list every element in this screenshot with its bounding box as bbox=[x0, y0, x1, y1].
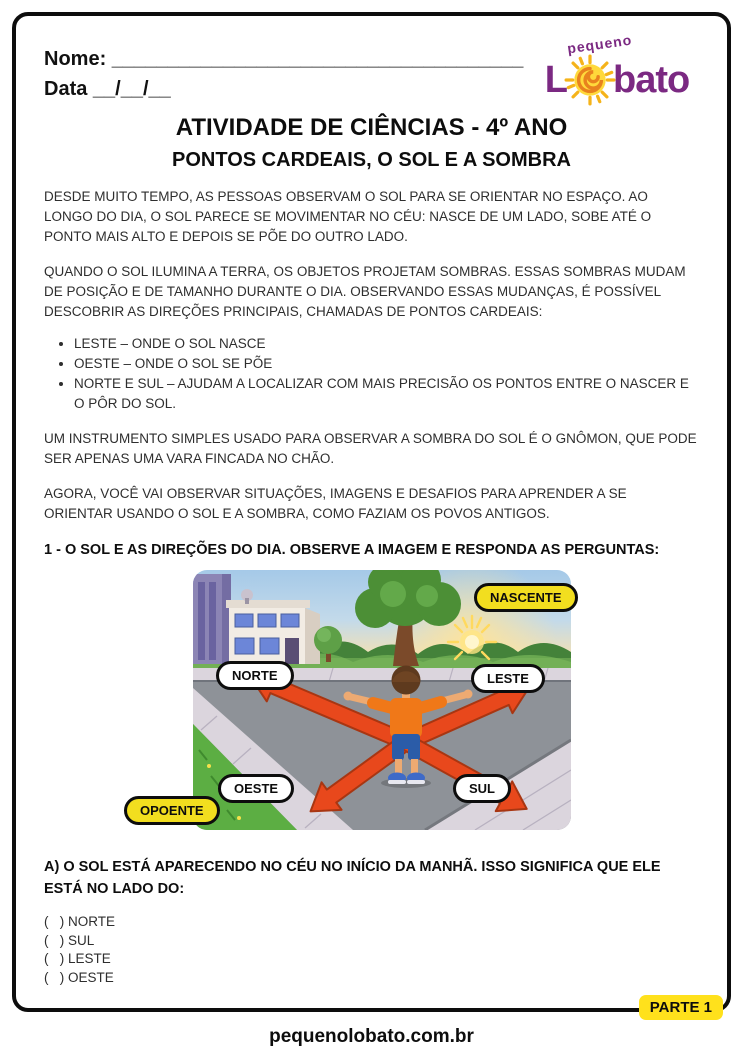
logo-row bbox=[539, 54, 695, 106]
label-nascente: NASCENTE bbox=[474, 583, 578, 612]
question-a-text: A) O SOL ESTÁ APARECENDO NO CÉU NO INÍCIO DA MANHÃ. ISSO SIGNIFICA QUE ELE ESTÁ NO LADO DO: bbox=[44, 859, 661, 897]
figure-area bbox=[44, 570, 699, 832]
intro-paragraph-2: QUANDO O SOL ILUMINA A TERRA, OS OBJETOS PROJETAM SOMBRAS. ESSAS SOMBRAS MUDAM DE POSIÇÃO E DE TAMANHO DURANTE O DIA. OBSERVANDO ESSAS MUDANÇAS, É POSSÍVEL DESCOBRIR AS DIREÇÕES PRINCIPAIS, CHAMADAS DE PONTOS CARDEAIS: bbox=[44, 264, 686, 319]
logo-word-bato: bato bbox=[613, 58, 690, 101]
sun-spiral-icon bbox=[564, 54, 616, 106]
label-sul: SUL bbox=[453, 774, 511, 803]
name-blank-line: _____________________________________ bbox=[111, 48, 524, 70]
label-leste: LESTE bbox=[471, 664, 545, 693]
date-field: Data __/__/__ bbox=[44, 78, 171, 100]
part-badge: PARTE 1 bbox=[639, 995, 723, 1020]
page-title: ATIVIDADE DE CIÊNCIAS - 4º ANO bbox=[175, 114, 568, 141]
website-footer: pequenolobato.com.br bbox=[269, 1026, 474, 1047]
question-1-heading: 1 - O SOL E AS DIREÇÕES DO DIA. OBSERVE A IMAGEM E RESPONDA AS PERGUNTAS: bbox=[44, 542, 660, 558]
header-fields bbox=[44, 36, 523, 104]
name-label: Nome: bbox=[44, 48, 107, 70]
name-field bbox=[44, 44, 523, 74]
list-item: • OESTE – ONDE O SOL SE PÕE bbox=[74, 354, 699, 374]
list-item: • NORTE E SUL – AJUDAM A LOCALIZAR COM MAIS PRECISÃO OS PONTOS ENTRE O NASCER E O PÔR DO SOL. bbox=[74, 374, 699, 414]
option-leste: ( ) LESTE bbox=[44, 951, 111, 966]
intro-paragraph-3: UM INSTRUMENTO SIMPLES USADO PARA OBSERVAR A SOMBRA DO SOL É O GNÔMON, QUE PODE SER APENAS UMA VARA FINCADA NO CHÃO. bbox=[44, 431, 697, 466]
page-subtitle: PONTOS CARDEAIS, O SOL E A SOMBRA bbox=[172, 149, 571, 171]
label-oeste: OESTE bbox=[218, 774, 294, 803]
answer-options bbox=[44, 913, 699, 987]
intro-paragraph-4: AGORA, VOCÊ VAI OBSERVAR SITUAÇÕES, IMAGENS E DESAFIOS PARA APRENDER A SE ORIENTAR USANDO O SOL E A SOMBRA, COMO FAZIAM OS POVOS ANTIGOS. bbox=[44, 486, 627, 521]
list-item: • LESTE – ONDE O SOL NASCE bbox=[74, 334, 699, 354]
page-content bbox=[16, 16, 727, 987]
logo-letter-l: L bbox=[544, 58, 567, 101]
header bbox=[44, 31, 699, 106]
pequeno-lobato-logo bbox=[539, 31, 699, 106]
label-opoente: OPOENTE bbox=[124, 796, 220, 825]
option-norte: ( ) NORTE bbox=[44, 914, 116, 929]
option-sul: ( ) SUL bbox=[44, 932, 95, 948]
cardinal-points-list bbox=[74, 334, 699, 414]
page-border-frame bbox=[12, 12, 731, 1012]
intro-paragraph-1: DESDE MUITO TEMPO, AS PESSOAS OBSERVAM O SOL PARA SE ORIENTAR NO ESPAÇO. AO LONGO DO DIA, O SOL PARECE SE MOVIMENTAR NO CÉU: NASCE DE UM LADO, SOBE ATÉ O PONTO MAIS ALTO E DEPOIS SE PÕE DO OUTRO LADO. bbox=[44, 189, 652, 244]
logo-top-word: pequeno bbox=[566, 31, 634, 57]
option-oeste: ( ) OESTE bbox=[44, 969, 114, 985]
label-norte: NORTE bbox=[216, 661, 294, 690]
